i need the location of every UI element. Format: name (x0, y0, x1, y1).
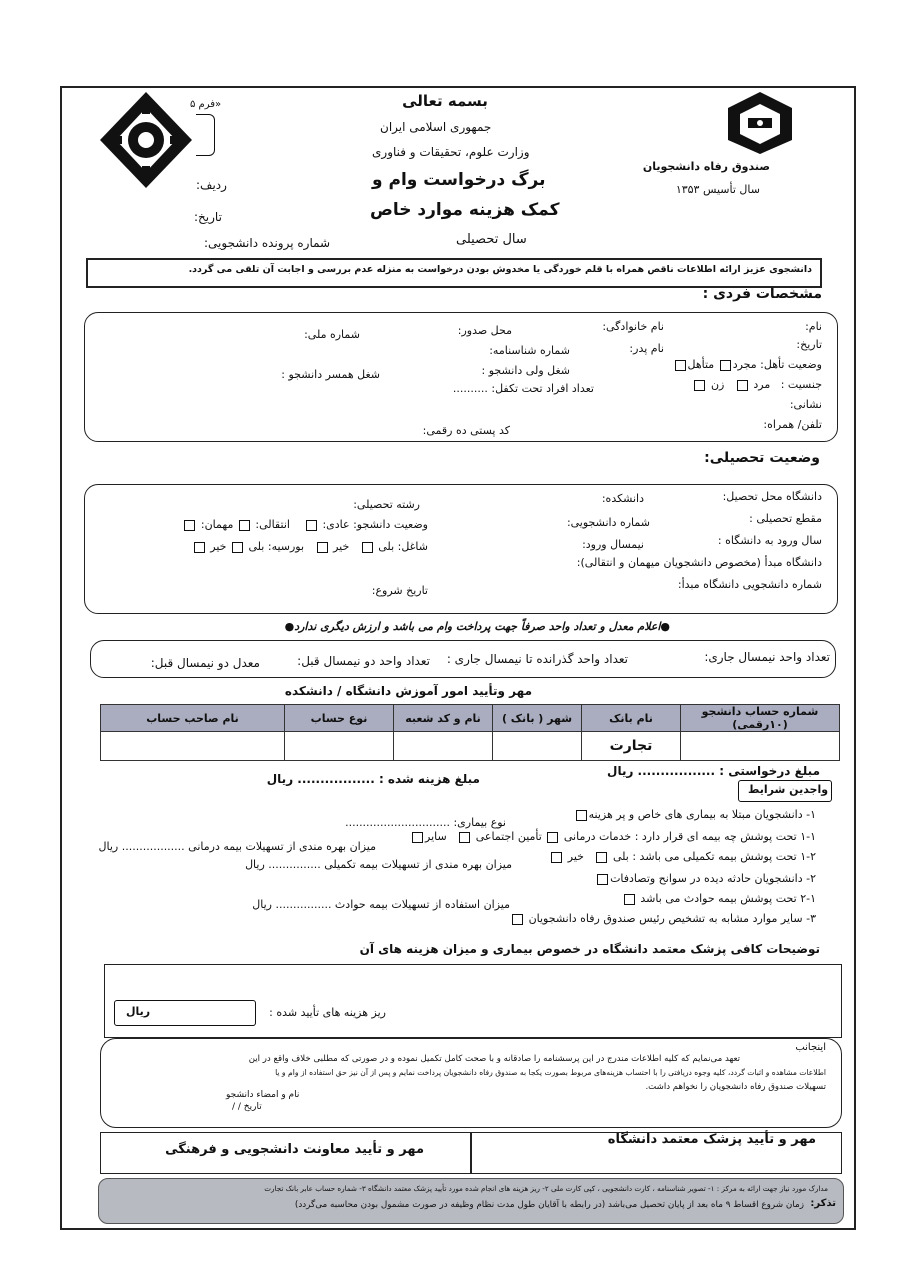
condition-1-2 (549, 850, 816, 863)
condition-1-2-text: ۱-۲ تحت پوشش بیمه تکمیلی می باشد : بلی (612, 850, 816, 863)
male-checkbox[interactable] (737, 380, 748, 391)
transfer-text: انتقالی: (255, 518, 290, 531)
id-number-label: شماره شناسنامه: (489, 344, 570, 357)
condition-3-checkbox[interactable] (512, 914, 523, 925)
eligible-label: واجدین شرایط (748, 783, 829, 796)
male-text: مرد (753, 378, 771, 391)
condition-3-text: ۳- سایر موارد مشابه به تشخیص رئیس صندوق رفاه دانشجویان (528, 912, 816, 925)
current-units-label: تعداد واحد نیمسال جاری: (704, 650, 830, 664)
scholar-yes-checkbox[interactable] (232, 542, 243, 553)
bank-cell-city[interactable] (493, 732, 582, 761)
national-id-label: شماره ملی: (304, 328, 360, 341)
other-insurance-text: سایر (425, 830, 447, 843)
bank-cell-owner[interactable] (101, 732, 285, 761)
level-label: مقطع تحصیلی : (749, 512, 822, 525)
gender-label (692, 378, 822, 391)
condition-1 (574, 808, 816, 821)
female-checkbox[interactable] (694, 380, 705, 391)
entry-semester-label: نیمسال ورود: (582, 538, 644, 551)
doctor-signature-label: مهر و تأیید پزشک معتمد دانشگاه (607, 1132, 816, 1147)
passed-units-label: تعداد واحد گذرانده تا نیمسال جاری : (446, 652, 628, 666)
bank-cell-bank: تجارت (582, 732, 681, 761)
faculty-label: دانشکده: (601, 492, 644, 505)
condition-2-1 (622, 892, 816, 905)
single-checkbox[interactable] (720, 360, 731, 371)
employment-row (192, 540, 428, 553)
regular-text: عادی: (322, 518, 350, 531)
scholar-no-text: خیر (210, 540, 227, 553)
single-text: مجرد (732, 358, 757, 371)
doctor-heading: توضیحات کافی پزشک معتمد دانشگاه در خصوص بیماری و میزان هزینه های آن (359, 942, 820, 956)
personal-heading: مشخصات فردی : (702, 286, 822, 302)
file-number-label: شماره پرونده دانشجویی: (204, 236, 331, 250)
academic-year-label: سال تحصیلی (456, 232, 527, 247)
address-label: نشانی: (789, 398, 822, 411)
bank-header-bank: نام بانک (582, 705, 681, 732)
row-label: ردیف: (196, 178, 227, 192)
table-row (101, 732, 840, 761)
condition-1-1 (410, 830, 816, 843)
social-insurance-checkbox[interactable] (459, 832, 470, 843)
employed-no-text: خیر (333, 540, 350, 553)
origin-student-number-label: شماره دانشجویی دانشگاه مبدأ: (677, 578, 822, 591)
guest-text: مهمان: (200, 518, 234, 531)
accident-usage-label: میزان استفاده از تسهیلات بیمه حوادث ................ ریال (252, 898, 510, 911)
supplementary-yes-checkbox[interactable] (596, 852, 607, 863)
ministry-emblem-icon (98, 90, 194, 190)
form-title-1: برگ درخواست وام و (372, 170, 546, 190)
female-text: زن (710, 378, 725, 391)
phone-label: تلفن/ همراه: (763, 418, 822, 431)
required-documents: مدارک مورد نیاز جهت ارائه به مرکز : ۱- تصویر شناسنامه ، کارت دانشجویی ، کپی کارت ملی ۲- ریز هزینه های انجام شده مورد تأیید پزشک معتمد دانشگاه ۳- شماره حساب عابر بانک تجارت (264, 1184, 828, 1193)
condition-2 (595, 872, 816, 885)
employed-no-checkbox[interactable] (317, 542, 328, 553)
bank-header-type: نوع حساب (285, 705, 394, 732)
other-insurance-checkbox[interactable] (412, 832, 423, 843)
education-heading: وضعیت تحصیلی: (704, 450, 820, 466)
marital-text: وضعیت تأهل: (760, 358, 822, 371)
pledge-line-3: تسهیلات صندوق رفاه دانشجویان را نخواهم داشت. (645, 1082, 826, 1092)
supplementary-no-checkbox[interactable] (551, 852, 562, 863)
student-signature-label: نام و امضاء دانشجو (226, 1090, 300, 1100)
married-checkbox[interactable] (675, 360, 686, 371)
supplementary-no-text: خیر (567, 850, 584, 863)
transfer-checkbox[interactable] (239, 520, 250, 531)
issue-place-label: محل صدور: (457, 324, 512, 337)
bank-header-city: شهر ( بانک ) (493, 705, 582, 732)
start-date-label: تاریخ شروع: (371, 584, 428, 597)
accident-insurance-checkbox[interactable] (624, 894, 635, 905)
pledge-line-1: تعهد می‌نمایم که کلیه اطلاعات مندرج در این پرسشنامه را صادقانه و با صحت کامل تکمیل نموده و در صورتی که مطلبی خلاف واقع در این (248, 1054, 740, 1064)
major-label: رشته تحصیلی: (353, 498, 420, 511)
supplementary-usage-label: میزان بهره مندی از تسهیلات بیمه تکمیلی ............... ریال (245, 858, 512, 871)
republic-name: جمهوری اسلامی ایران (380, 120, 492, 134)
employed-text: شاغل: (397, 540, 428, 553)
bank-cell-branch[interactable] (394, 732, 493, 761)
condition-2-text: ۲- دانشجویان حادثه دیده در سوانح وتصادفات (610, 872, 816, 885)
condition-1-checkbox[interactable] (576, 810, 587, 821)
pledge-date-label: تاریخ / / (232, 1102, 262, 1112)
student-status-row (182, 518, 428, 531)
postal-code-label: کد پستی ده رقمی: (422, 424, 510, 437)
status-text: وضعیت دانشجو: (353, 518, 428, 531)
condition-2-checkbox[interactable] (597, 874, 608, 885)
bank-table (100, 704, 840, 761)
welfare-fund-logo-icon (712, 90, 808, 156)
form-number-bracket (196, 114, 215, 156)
bank-table-header (101, 705, 840, 732)
gpa-note: ●اعلام معدل و تعداد واحد صرفاً جهت پرداخت وام می باشد و ارزش دیگری ندارد● (284, 620, 670, 633)
father-label: نام پدر: (629, 342, 664, 355)
notice-text: دانشجوی عزیز ارائه اطلاعات ناقص همراه با قلم خوردگی یا مخدوش بودن درخواست به منزله عدم بررسی و اجابت آن تلقی می گردد. (188, 264, 812, 275)
employed-yes-text: بلی (378, 540, 395, 553)
education-approval-label: مهر وتأیید امور آموزش دانشگاه / دانشکده (284, 684, 532, 698)
scholar-text: بورسیه: (267, 540, 305, 553)
footer-note-label: تذکر: (810, 1198, 836, 1209)
entry-year-label: سال ورود به دانشگاه : (717, 534, 822, 547)
footer-note: زمان شروع اقساط ۹ ماه بعد از پایان تحصیل می‌باشد (در رابطه با آقایان طول مدت نظام وظیفه در صورت مشمول بودن محاسبه می‌گردد) (294, 1200, 804, 1210)
requested-amount: مبلغ درخواستی : ................. ریال (607, 764, 820, 778)
bank-cell-type[interactable] (285, 732, 394, 761)
regular-checkbox[interactable] (306, 520, 317, 531)
gender-text: جنسیت : (780, 378, 822, 391)
married-text: متأهل (687, 358, 715, 371)
university-label: دانشگاه محل تحصیل: (722, 490, 822, 503)
origin-university-label: دانشگاه مبدأ (مخصوص دانشجویان میهمان و انتقالی): (576, 556, 822, 569)
prev-units-label: تعداد واحد دو نیمسال قبل: (297, 654, 430, 668)
guest-checkbox[interactable] (184, 520, 195, 531)
founded-year: سال تأسیس ۱۳۵۳ (675, 183, 760, 196)
pledge-line-2: اطلاعات مشاهده و اثبات گردد، کلیه وجوه دریافتی را با احتساب هزینه‌های مربوط بصورت یکجا به صندوق رفاه دانشجویان پرداخت نمایم و پس از آن نیز حق استفاده از وام و یا (275, 1068, 826, 1077)
form-title-2: کمک هزینه موارد خاص (370, 200, 560, 220)
dependents-label: تعداد افراد تحت تکفل: .......... (452, 382, 594, 395)
guardian-job-label: شغل ولی دانشجو : (481, 364, 570, 377)
bank-header-account: شماره حساب دانشجو (۱۰رقمی) (681, 705, 840, 732)
bismillah: بسمه تعالی (402, 92, 488, 110)
student-number-label: شماره دانشجویی: (566, 516, 650, 529)
health-service-checkbox[interactable] (547, 832, 558, 843)
condition-2-1-text: ۲-۱ تحت پوشش بیمه حوادث می باشد (640, 892, 816, 905)
approved-costs-label: ریز هزینه های تأیید شده : (269, 1006, 386, 1019)
form-number: «فرم ۵ (190, 99, 222, 110)
condition-3 (510, 912, 816, 925)
scholar-no-checkbox[interactable] (194, 542, 205, 553)
condition-1-text: ۱- دانشجویان مبتلا به بیماری های خاص و پر هزینه (588, 808, 816, 821)
name-label: نام: (805, 320, 822, 333)
prev-gpa-label: معدل دو نیمسال قبل: (150, 656, 260, 670)
bank-cell-account[interactable] (681, 732, 840, 761)
scholar-yes-text: بلی (248, 540, 265, 553)
family-label: نام خانوادگی: (602, 320, 664, 333)
bank-header-branch: نام و کد شعبه (394, 705, 493, 732)
social-insurance-text: تأمین اجتماعی (475, 830, 542, 843)
pledge-intro: اینجانب (795, 1042, 826, 1053)
bank-header-owner: نام صاحب حساب (101, 705, 285, 732)
deputy-signature-label: مهر و تأیید معاونت دانشجویی و فرهنگی (165, 1142, 424, 1157)
spouse-job-label: شغل همسر دانشجو : (281, 368, 380, 381)
fund-name: صندوق رفاه دانشجویان (642, 160, 770, 173)
dob-label: تاریخ: (796, 338, 822, 351)
employed-yes-checkbox[interactable] (362, 542, 373, 553)
approved-costs-unit: ریال (126, 1005, 151, 1018)
ministry-name: وزارت علوم، تحقیقات و فناوری (372, 145, 530, 159)
marital-label (673, 358, 823, 371)
approved-amount: مبلغ هزینه شده : ................. ریال (266, 772, 480, 786)
insurance-usage-label: میزان بهره مندی از تسهیلات بیمه درمانی .................. ریال (98, 840, 376, 853)
condition-1-1-text: ۱-۱ تحت پوشش چه بیمه ای قرار دارد : خدمات درمانی (563, 830, 816, 843)
date-label: تاریخ: (194, 210, 222, 224)
disease-type-label: نوع بیماری: .............................. (345, 816, 506, 829)
